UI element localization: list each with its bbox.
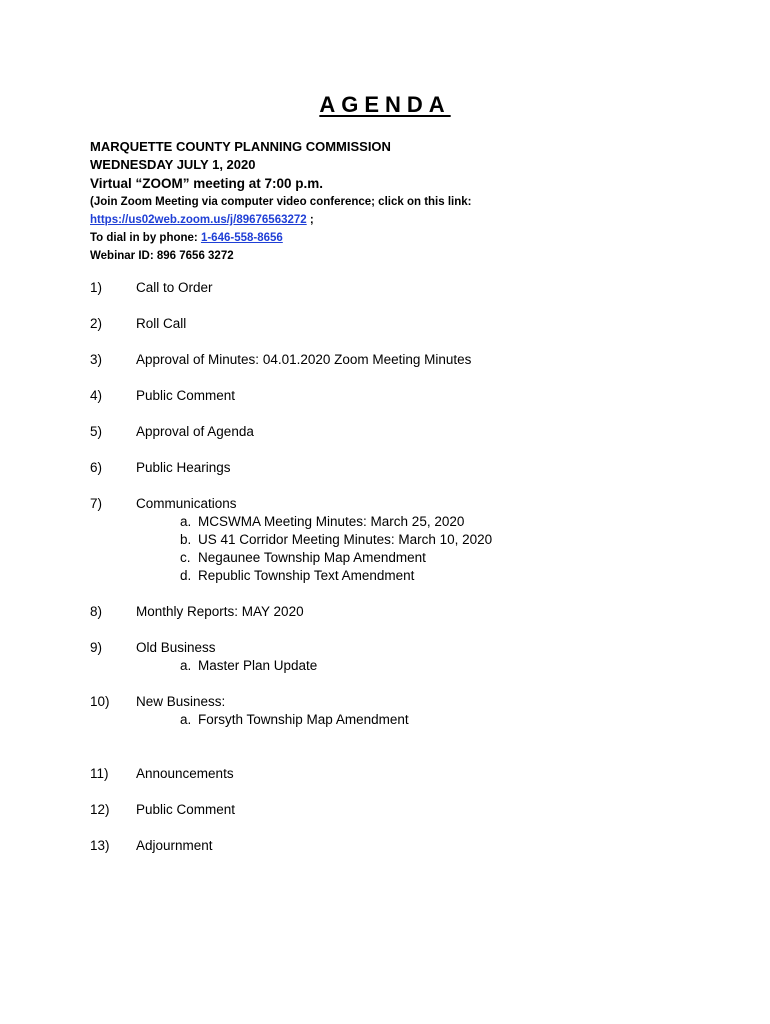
- agenda-subitem: [180, 550, 426, 565]
- item-text: Communications: [136, 496, 237, 511]
- webinar-id: Webinar ID: 896 7656 3272: [90, 250, 234, 262]
- item-number: 8): [90, 604, 103, 619]
- zoom-link-line: [90, 211, 690, 229]
- item-text: Old Business: [136, 640, 216, 655]
- subitem-letter: b.: [180, 532, 192, 547]
- subitem-text: Republic Township Text Amendment: [198, 568, 415, 583]
- phone-link[interactable]: 1-646-558-8656: [200, 232, 283, 244]
- item-text: Adjournment: [136, 838, 213, 853]
- join-instructions: (Join Zoom Meeting via computer video conference; click on this link:: [90, 196, 472, 208]
- subitem-text: Master Plan Update: [198, 658, 318, 673]
- item-text: Public Hearings: [136, 460, 231, 475]
- item-number: 11): [90, 766, 109, 781]
- item-number: 1): [90, 280, 103, 295]
- page-title: AGENDA: [319, 92, 451, 117]
- meeting-time: Virtual “ZOOM” meeting at 7:00 p.m.: [90, 176, 324, 191]
- subitem-letter: a.: [180, 658, 192, 673]
- subitem-letter: a.: [180, 514, 192, 529]
- subitem-letter: d.: [180, 568, 192, 583]
- item-number: 13): [90, 838, 110, 853]
- item-number: 2): [90, 316, 103, 331]
- item-text: Approval of Agenda: [136, 424, 254, 439]
- item-number: 10): [90, 694, 110, 709]
- zoom-link-suffix: ;: [306, 214, 314, 226]
- item-text: Announcements: [136, 766, 234, 781]
- meeting-header: [90, 138, 690, 265]
- item-text: Monthly Reports: MAY 2020: [136, 604, 304, 619]
- subitem-text: Negaunee Township Map Amendment: [198, 550, 426, 565]
- subitem-letter: c.: [180, 550, 191, 565]
- dial-in-label: To dial in by phone:: [90, 232, 201, 244]
- subitem-letter: a.: [180, 712, 192, 727]
- item-text: Call to Order: [136, 280, 213, 295]
- dial-in-line: [90, 229, 690, 247]
- item-number: 6): [90, 460, 103, 475]
- agenda-subitem: [180, 532, 492, 547]
- item-text: Roll Call: [136, 316, 187, 331]
- item-number: 3): [90, 352, 103, 367]
- item-text: Public Comment: [136, 388, 236, 403]
- item-number: 7): [90, 496, 103, 511]
- item-number: 12): [90, 802, 110, 817]
- zoom-link[interactable]: https://us02web.zoom.us/j/89676563272: [90, 214, 307, 226]
- agenda-subitem: [180, 568, 414, 583]
- item-text: Approval of Minutes: 04.01.2020 Zoom Meeting Minutes: [136, 352, 472, 367]
- item-number: 5): [90, 424, 103, 439]
- item-text: Public Comment: [136, 802, 236, 817]
- item-text: New Business:: [136, 694, 226, 709]
- agenda-subitem: [180, 514, 464, 529]
- item-number: 4): [90, 388, 103, 403]
- subitem-text: Forsyth Township Map Amendment: [198, 712, 409, 727]
- subitem-text: MCSWMA Meeting Minutes: March 25, 2020: [198, 514, 465, 529]
- agenda-subitem: [180, 712, 409, 727]
- item-number: 9): [90, 640, 103, 655]
- organization-name: MARQUETTE COUNTY PLANNING COMMISSION: [90, 139, 391, 154]
- agenda-subitem: [180, 658, 317, 673]
- subitem-text: US 41 Corridor Meeting Minutes: March 10, 2020: [198, 532, 493, 547]
- meeting-date: WEDNESDAY JULY 1, 2020: [90, 157, 256, 172]
